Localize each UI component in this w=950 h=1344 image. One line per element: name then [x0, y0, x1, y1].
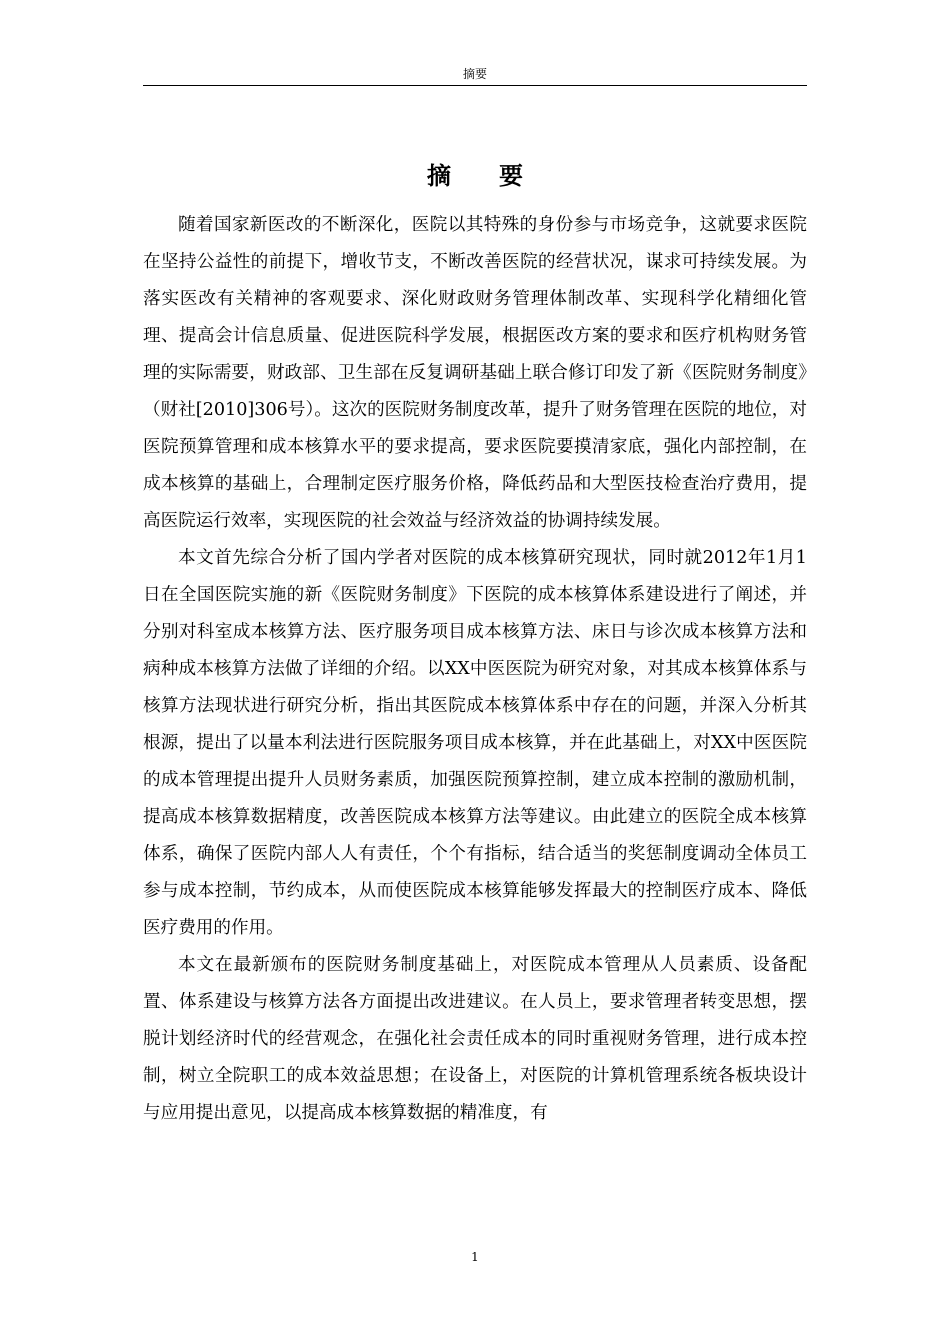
- header-divider: [143, 85, 807, 86]
- abstract-body: [143, 207, 807, 1132]
- paragraph-1: 随着国家新医改的不断深化，医院以其特殊的身份参与市场竞争，这就要求医院在坚持公益性的前提下，增收节支，不断改善医院的经营状况，谋求可持续发展。为落实医改有关精神的客观要求、深化财政财务管理体制改革、实现科学化精细化管理、提高会计信息质量、促进医院科学发展，根据医改方案的要求和医疗机构财务管理的实际需要，财政部、卫生部在反复调研基础上联合修订印发了新《医院财务制度》（财社[2010]306号）。这次的医院财务制度改革，提升了财务管理在医院的地位，对医院预算管理和成本核算水平的要求提高，要求医院要摸清家底，强化内部控制，在成本核算的基础上，合理制定医疗服务价格，降低药品和大型医技检查治疗费用，提高医院运行效率，实现医院的社会效益与经济效益的协调持续发展。: [143, 215, 807, 531]
- page-number: 1: [471, 1250, 479, 1264]
- abstract-title: 摘要: [427, 162, 571, 190]
- running-header: 摘要: [462, 67, 487, 81]
- paragraph-3: 本文在最新颁布的医院财务制度基础上，对医院成本管理从人员素质、设备配置、体系建设与核算方法各方面提出改进建议。在人员上，要求管理者转变思想，摆脱计划经济时代的经营观念，在强化社会责任成本的同时重视财务管理，进行成本控制，树立全院职工的成本效益思想；在设备上，对医院的计算机管理系统各板块设计与应用提出意见，以提高成本核算数据的精准度，有: [143, 955, 807, 1123]
- paragraph-2: 本文首先综合分析了国内学者对医院的成本核算研究现状，同时就2012年1月1日在全国医院实施的新《医院财务制度》下医院的成本核算体系建设进行了阐述，并分别对科室成本核算方法、医疗服务项目成本核算方法、床日与诊次成本核算方法和病种成本核算方法做了详细的介绍。以XX中医医院为研究对象，对其成本核算体系与核算方法现状进行研究分析，指出其医院成本核算体系中存在的问题，并深入分析其根源，提出了以量本利法进行医院服务项目成本核算，并在此基础上，对XX中医医院的成本管理提出提升人员财务素质，加强医院预算控制，建立成本控制的激励机制，提高成本核算数据精度，改善医院成本核算方法等建议。由此建立的医院全成本核算体系，确保了医院内部人人有责任，个个有指标，结合适当的奖惩制度调动全体员工参与成本控制，节约成本，从而使医院成本核算能够发挥最大的控制医疗成本、降低医疗费用的作用。: [143, 548, 807, 938]
